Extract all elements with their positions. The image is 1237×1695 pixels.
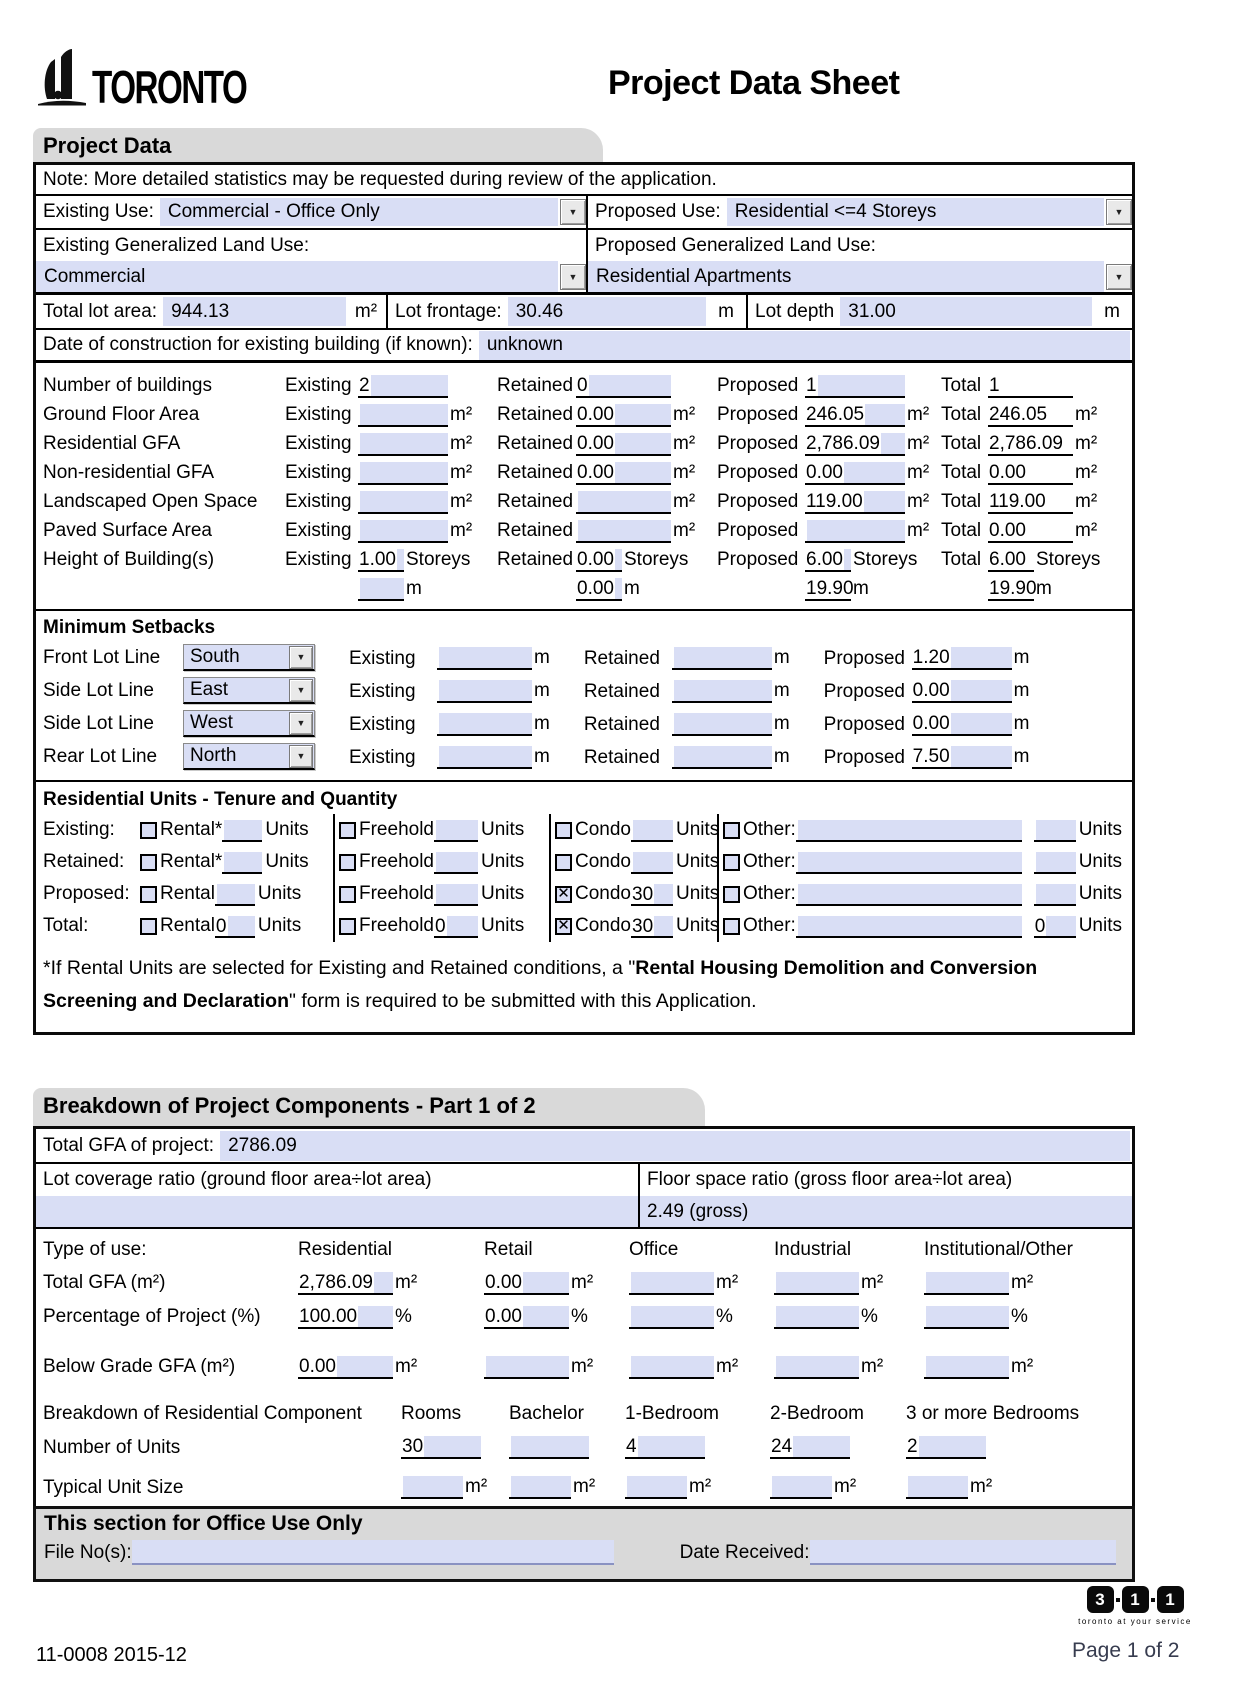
retained-field[interactable] bbox=[576, 491, 671, 514]
total-field: 6.00 bbox=[988, 549, 1034, 572]
table-row: Proposed: Rental Units Freehold Units ✕ Condo 30 Units Other: Units bbox=[43, 878, 1132, 910]
table-row: Retained: Rental* Units Freehold Units Condo Units Other: Units bbox=[43, 846, 1132, 878]
rear-lot-line-direction-select[interactable]: North ▼ bbox=[183, 743, 315, 770]
toronto-311-logo bbox=[1074, 1586, 1196, 1626]
table-row: Existing: Rental* Units Freehold Units Condo Units Other: Units bbox=[43, 814, 1132, 846]
retained-field[interactable]: 0.00 bbox=[576, 578, 622, 601]
retail-below-gfa-field[interactable] bbox=[484, 1356, 569, 1379]
residential-breakdown-table bbox=[36, 1393, 1132, 1517]
rooms-units-field[interactable]: 30 bbox=[401, 1436, 481, 1459]
proposed-use-cell bbox=[588, 196, 1132, 228]
retained-field[interactable] bbox=[672, 680, 772, 703]
chevron-down-icon[interactable]: ▼ bbox=[1106, 199, 1132, 225]
chevron-down-icon[interactable]: ▼ bbox=[289, 646, 313, 669]
document-number: 11-0008 2015-12 bbox=[36, 1644, 187, 1666]
other-units-field[interactable]: 0 bbox=[1034, 916, 1076, 938]
existing-field[interactable] bbox=[358, 433, 448, 456]
residential-below-gfa-field[interactable]: 0.00 bbox=[298, 1356, 393, 1379]
table-row: Rear Lot Line North ▼ Existing m Retained m Proposed 7.50 m bbox=[43, 745, 1030, 768]
page-number: Page 1 of 2 bbox=[1072, 1639, 1180, 1662]
institutional-gfa-field[interactable] bbox=[924, 1272, 1009, 1295]
total-gfa-row bbox=[36, 1129, 1132, 1164]
existing-field[interactable] bbox=[437, 746, 532, 769]
table-row: Non-residential GFA Existing m² Retained 0.00 m² Proposed 0.00 m² Total 0.00 m² bbox=[43, 462, 1098, 483]
rental-units-field[interactable] bbox=[222, 820, 262, 842]
other-text-field[interactable] bbox=[796, 916, 1022, 938]
date-received-field[interactable] bbox=[810, 1540, 1116, 1565]
fsr-label: Floor space ratio (gross floor area÷lot area) bbox=[647, 1169, 1013, 1190]
digit-3-icon: 3 bbox=[1087, 1586, 1114, 1613]
existing-field[interactable]: 1.00 bbox=[358, 549, 404, 572]
total-field: 1 bbox=[988, 375, 1073, 398]
bachelor-units-field[interactable] bbox=[509, 1436, 589, 1459]
other-checkbox[interactable] bbox=[723, 918, 740, 935]
proposed-field[interactable]: 2,786.09 bbox=[805, 433, 905, 456]
proposed-land-use-label: Proposed Generalized Land Use: bbox=[595, 235, 876, 256]
industrial-gfa-field[interactable] bbox=[774, 1272, 859, 1295]
proposed-field[interactable]: 1.20 bbox=[912, 647, 1012, 670]
other-units-field[interactable] bbox=[1034, 884, 1076, 906]
retained-field[interactable]: 0.00 bbox=[576, 404, 671, 427]
unit-m: m bbox=[1104, 300, 1120, 322]
existing-field[interactable]: 2 bbox=[358, 375, 448, 398]
file-no-field[interactable] bbox=[132, 1540, 614, 1565]
section-header-project-data: Project Data bbox=[33, 128, 603, 162]
chevron-down-icon[interactable]: ▼ bbox=[289, 745, 313, 768]
two-bedroom-units-field[interactable]: 24 bbox=[770, 1436, 850, 1459]
retained-field[interactable]: 0.00 bbox=[576, 462, 671, 485]
floor-space-ratio-cell bbox=[640, 1164, 1132, 1227]
industrial-pct-field[interactable] bbox=[774, 1306, 859, 1329]
building-stats-table bbox=[36, 363, 1132, 611]
freehold-units-field[interactable]: 0 bbox=[434, 916, 478, 938]
other-text-field[interactable] bbox=[796, 852, 1022, 874]
other-checkbox[interactable] bbox=[723, 886, 740, 903]
row-label: Residential GFA bbox=[43, 433, 181, 454]
rental-units-field[interactable] bbox=[215, 884, 255, 906]
proposed-field[interactable] bbox=[805, 520, 905, 543]
proposed-field[interactable]: 7.50 bbox=[912, 746, 1012, 769]
table-row: Total: Rental 0 Units Freehold 0 Units ✕ Condo 30 Units Other: 0 Units bbox=[43, 910, 1132, 942]
one-bedroom-size-field[interactable] bbox=[625, 1476, 687, 1499]
lot-frontage-field[interactable]: 30.46 bbox=[508, 297, 706, 326]
lot-coverage-field[interactable] bbox=[36, 1196, 638, 1227]
construction-date-field[interactable]: unknown bbox=[479, 331, 1130, 360]
total-field: 0.00 bbox=[988, 520, 1073, 543]
existing-use-cell bbox=[36, 196, 588, 228]
toronto-wordmark: TORONTO bbox=[92, 60, 247, 113]
table-row: Paved Surface Area Existing m² Retained m² Proposed m² Total 0.00 m² bbox=[43, 520, 1098, 541]
row-label: Number of buildings bbox=[43, 375, 212, 396]
table-row: Number of Units 30 4 24 2 bbox=[43, 1429, 1132, 1463]
existing-field[interactable] bbox=[358, 520, 448, 543]
table-header-row: Breakdown of Residential Component Rooms Bachelor 1-Bedroom 2-Bedroom 3 or more Bedrooms bbox=[43, 1403, 1080, 1424]
existing-land-use-select[interactable]: Commercial bbox=[36, 261, 558, 292]
freehold-checkbox[interactable] bbox=[339, 822, 356, 839]
other-checkbox[interactable] bbox=[723, 854, 740, 871]
table-row: Side Lot Line West ▼ Existing m Retained m Proposed 0.00 m bbox=[43, 712, 1030, 735]
row-label: Ground Floor Area bbox=[43, 404, 200, 425]
institutional-below-gfa-field[interactable] bbox=[924, 1356, 1009, 1379]
digit-1-icon: 1 bbox=[1122, 1586, 1149, 1613]
freehold-units-field[interactable] bbox=[434, 820, 478, 842]
proposed-field[interactable]: 1 bbox=[805, 375, 905, 398]
retained-field[interactable] bbox=[576, 520, 671, 543]
condo-checkbox[interactable] bbox=[555, 886, 572, 903]
freehold-checkbox[interactable] bbox=[339, 918, 356, 935]
proposed-land-use-select[interactable]: Residential Apartments bbox=[588, 261, 1104, 292]
page-title: Project Data Sheet bbox=[608, 64, 900, 102]
date-received-label: Date Received: bbox=[679, 1541, 810, 1563]
rental-checkbox[interactable] bbox=[140, 918, 157, 935]
proposed-field[interactable]: 0.00 bbox=[912, 713, 1012, 736]
existing-field[interactable] bbox=[437, 713, 532, 736]
three-plus-bedroom-units-field[interactable]: 2 bbox=[906, 1436, 986, 1459]
logo-tagline: toronto at your service bbox=[1078, 1617, 1192, 1626]
condo-units-field[interactable] bbox=[631, 852, 673, 874]
total-field: 19.90 bbox=[989, 578, 1037, 599]
table-row: Landscaped Open Space Existing m² Retained m² Proposed 119.00 m² Total 119.00 m² bbox=[43, 491, 1098, 512]
existing-use-select[interactable]: Commercial - Office Only bbox=[160, 198, 558, 226]
total-field: 2,786.09 bbox=[988, 433, 1073, 456]
file-no-label: File No(s): bbox=[44, 1541, 132, 1563]
setbacks-title: Minimum Setbacks bbox=[43, 617, 216, 638]
residential-gfa-field[interactable]: 2,786.09 bbox=[298, 1272, 393, 1295]
rental-units-field[interactable] bbox=[222, 852, 262, 874]
office-below-gfa-field[interactable] bbox=[629, 1356, 714, 1379]
one-bedroom-units-field[interactable]: 4 bbox=[625, 1436, 705, 1459]
condo-units-field[interactable]: 30 bbox=[631, 916, 673, 938]
industrial-below-gfa-field[interactable] bbox=[774, 1356, 859, 1379]
existing-use-label: Existing Use: bbox=[43, 201, 154, 222]
total-gfa-field[interactable]: 2786.09 bbox=[220, 1131, 1130, 1161]
tenure-title: Residential Units - Tenure and Quantity bbox=[43, 789, 398, 810]
proposed-use-label: Proposed Use: bbox=[595, 201, 721, 222]
other-text-field[interactable] bbox=[796, 884, 1022, 906]
chevron-down-icon[interactable]: ▼ bbox=[289, 679, 313, 702]
residential-pct-field[interactable]: 100.00 bbox=[298, 1306, 393, 1329]
lot-area-label: Total lot area: bbox=[43, 300, 158, 322]
office-use-title: This section for Office Use Only bbox=[44, 1512, 363, 1535]
unit-m2: m² bbox=[354, 300, 378, 322]
side-lot-line-direction-select[interactable]: West ▼ bbox=[183, 710, 315, 737]
lot-depth-label: Lot depth bbox=[755, 300, 835, 322]
row-label: Paved Surface Area bbox=[43, 520, 212, 541]
proposed-field[interactable]: 119.00 bbox=[805, 491, 905, 514]
other-units-field[interactable] bbox=[1034, 852, 1076, 874]
ratio-row bbox=[36, 1164, 1132, 1229]
condo-checkbox[interactable] bbox=[555, 854, 572, 871]
retail-pct-field[interactable]: 0.00 bbox=[484, 1306, 569, 1329]
dot-icon bbox=[1116, 1598, 1120, 1602]
total-field: 246.05 bbox=[988, 404, 1073, 427]
toronto-logo bbox=[34, 46, 306, 113]
retained-field[interactable]: 0.00 bbox=[576, 549, 622, 572]
lot-coverage-label: Lot coverage ratio (ground floor area÷lot area) bbox=[43, 1169, 432, 1190]
rental-footnote: *If Rental Units are selected for Existing and Retained conditions, a "Rental Housing Demolition and Conversion Screening and Declaration" form is required to be submitted with this Application. bbox=[43, 957, 1038, 1012]
existing-field[interactable] bbox=[358, 404, 448, 427]
condo-checkbox[interactable] bbox=[555, 918, 572, 935]
freehold-units-field[interactable] bbox=[434, 884, 478, 906]
proposed-field[interactable]: 0.00 bbox=[805, 462, 905, 485]
table-header-row: Type of use: Residential Retail Office Industrial Institutional/Other bbox=[43, 1239, 1073, 1260]
section-header-breakdown: Breakdown of Project Components - Part 1 of 2 bbox=[33, 1088, 705, 1126]
existing-field[interactable] bbox=[358, 462, 448, 485]
table-row: Height of Building(s) Existing 1.00 Storeys Retained 0.00 Storeys Proposed 6.00 Storeys Total 6.00 Storeys bbox=[43, 549, 1101, 570]
existing-land-use-label: Existing Generalized Land Use: bbox=[43, 235, 310, 256]
unit-m: m bbox=[718, 300, 734, 322]
retail-gfa-field[interactable]: 0.00 bbox=[484, 1272, 569, 1295]
chevron-down-icon[interactable]: ▼ bbox=[560, 264, 586, 290]
lot-coverage-cell bbox=[36, 1164, 640, 1227]
construction-date-label: Date of construction for existing building (if known): bbox=[43, 334, 473, 355]
lot-area-field[interactable]: 944.13 bbox=[163, 297, 346, 326]
residential-units-section bbox=[36, 782, 1132, 942]
toronto-cityhall-icon bbox=[34, 46, 88, 108]
lot-dimensions-row bbox=[36, 295, 1132, 330]
chevron-down-icon[interactable]: ▼ bbox=[560, 199, 586, 225]
table-row: Side Lot Line East ▼ Existing m Retained m Proposed 0.00 m bbox=[43, 679, 1030, 702]
rental-units-field[interactable]: 0 bbox=[215, 916, 255, 938]
project-data-box bbox=[33, 162, 1135, 1035]
row-label: Height of Building(s) bbox=[43, 549, 215, 570]
proposed-field[interactable]: 19.90 bbox=[806, 578, 854, 599]
table-row: Total GFA (m²) 2,786.09 m² 0.00 m² m² m² m² bbox=[43, 1272, 1034, 1293]
total-field: 119.00 bbox=[988, 491, 1073, 514]
existing-field[interactable] bbox=[437, 647, 532, 670]
condo-checkbox[interactable] bbox=[555, 822, 572, 839]
total-field: 0.00 bbox=[988, 462, 1073, 485]
type-of-use-table bbox=[36, 1229, 1132, 1393]
fsr-field[interactable]: 2.49 (gross) bbox=[640, 1196, 1132, 1227]
freehold-checkbox[interactable] bbox=[339, 886, 356, 903]
office-pct-field[interactable] bbox=[629, 1306, 714, 1329]
row-label: Landscaped Open Space bbox=[43, 491, 258, 512]
existing-field[interactable] bbox=[358, 491, 448, 514]
retained-field[interactable]: 0 bbox=[576, 375, 671, 398]
condo-units-field[interactable] bbox=[631, 820, 673, 842]
two-bedroom-size-field[interactable] bbox=[770, 1476, 832, 1499]
condo-units-field[interactable]: 30 bbox=[631, 884, 673, 906]
table-row: Front Lot Line South ▼ Existing m Retained m Proposed 1.20 m bbox=[43, 646, 1030, 669]
proposed-land-use-cell bbox=[588, 230, 1132, 292]
rooms-size-field[interactable] bbox=[401, 1476, 463, 1499]
lot-depth-field[interactable]: 31.00 bbox=[840, 297, 1092, 326]
breakdown-box bbox=[33, 1126, 1135, 1520]
construction-date-row bbox=[36, 330, 1132, 363]
freehold-units-field[interactable] bbox=[434, 852, 478, 874]
proposed-field[interactable]: 246.05 bbox=[805, 404, 905, 427]
other-checkbox[interactable] bbox=[723, 822, 740, 839]
proposed-use-select[interactable]: Residential <=4 Storeys bbox=[727, 198, 1104, 226]
proposed-field[interactable]: 0.00 bbox=[912, 680, 1012, 703]
table-row: Below Grade GFA (m²) 0.00 m² m² m² m² m² bbox=[43, 1356, 1034, 1377]
other-text-field[interactable] bbox=[796, 820, 1022, 842]
table-row: Number of buildings Existing 2 Retained 0 Proposed 1 Total 1 bbox=[43, 369, 1132, 398]
minimum-setbacks-section bbox=[36, 611, 1132, 782]
digit-1-icon: 1 bbox=[1157, 1586, 1184, 1613]
freehold-checkbox[interactable] bbox=[339, 854, 356, 871]
table-row: Ground Floor Area Existing m² Retained 0.00 m² Proposed 246.05 m² Total 246.05 m² bbox=[43, 404, 1098, 425]
front-lot-line-direction-select[interactable]: South ▼ bbox=[183, 644, 315, 671]
lot-frontage-label: Lot frontage: bbox=[395, 300, 502, 322]
existing-land-use-cell bbox=[36, 230, 588, 292]
retained-field[interactable] bbox=[672, 746, 772, 769]
row-label: Non-residential GFA bbox=[43, 462, 215, 483]
office-gfa-field[interactable] bbox=[629, 1272, 714, 1295]
side-lot-line-direction-select[interactable]: East ▼ bbox=[183, 677, 315, 704]
rental-checkbox[interactable] bbox=[140, 854, 157, 871]
bachelor-size-field[interactable] bbox=[509, 1476, 571, 1499]
retained-field[interactable] bbox=[672, 713, 772, 736]
institutional-pct-field[interactable] bbox=[924, 1306, 1009, 1329]
existing-field[interactable] bbox=[358, 578, 404, 601]
existing-field[interactable] bbox=[437, 680, 532, 703]
rental-checkbox[interactable] bbox=[140, 822, 157, 839]
chevron-down-icon[interactable]: ▼ bbox=[289, 712, 313, 735]
table-row: Residential GFA Existing m² Retained 0.00 m² Proposed 2,786.09 m² Total 2,786.09 m² bbox=[43, 433, 1098, 454]
retained-field[interactable]: 0.00 bbox=[576, 433, 671, 456]
other-units-field[interactable] bbox=[1034, 820, 1076, 842]
proposed-field[interactable]: 6.00 bbox=[805, 549, 851, 572]
rental-checkbox[interactable] bbox=[140, 886, 157, 903]
three-plus-bedroom-size-field[interactable] bbox=[906, 1476, 968, 1499]
table-row: m 0.00 m 19.90 m 19.90 m bbox=[43, 572, 1132, 601]
generalized-land-use-row bbox=[36, 230, 1132, 295]
use-row bbox=[36, 196, 1132, 230]
note-text: Note: More detailed statistics may be requested during review of the application. bbox=[36, 165, 1132, 196]
chevron-down-icon[interactable]: ▼ bbox=[1106, 264, 1132, 290]
office-use-only-box bbox=[33, 1506, 1135, 1582]
total-gfa-label: Total GFA of project: bbox=[43, 1134, 215, 1156]
table-row: Typical Unit Size m² m² m² m² m² bbox=[43, 1476, 993, 1498]
retained-field[interactable] bbox=[672, 647, 772, 670]
table-row: Percentage of Project (%) 100.00 % 0.00 % % % % bbox=[43, 1306, 1028, 1327]
dot-icon bbox=[1151, 1598, 1155, 1602]
